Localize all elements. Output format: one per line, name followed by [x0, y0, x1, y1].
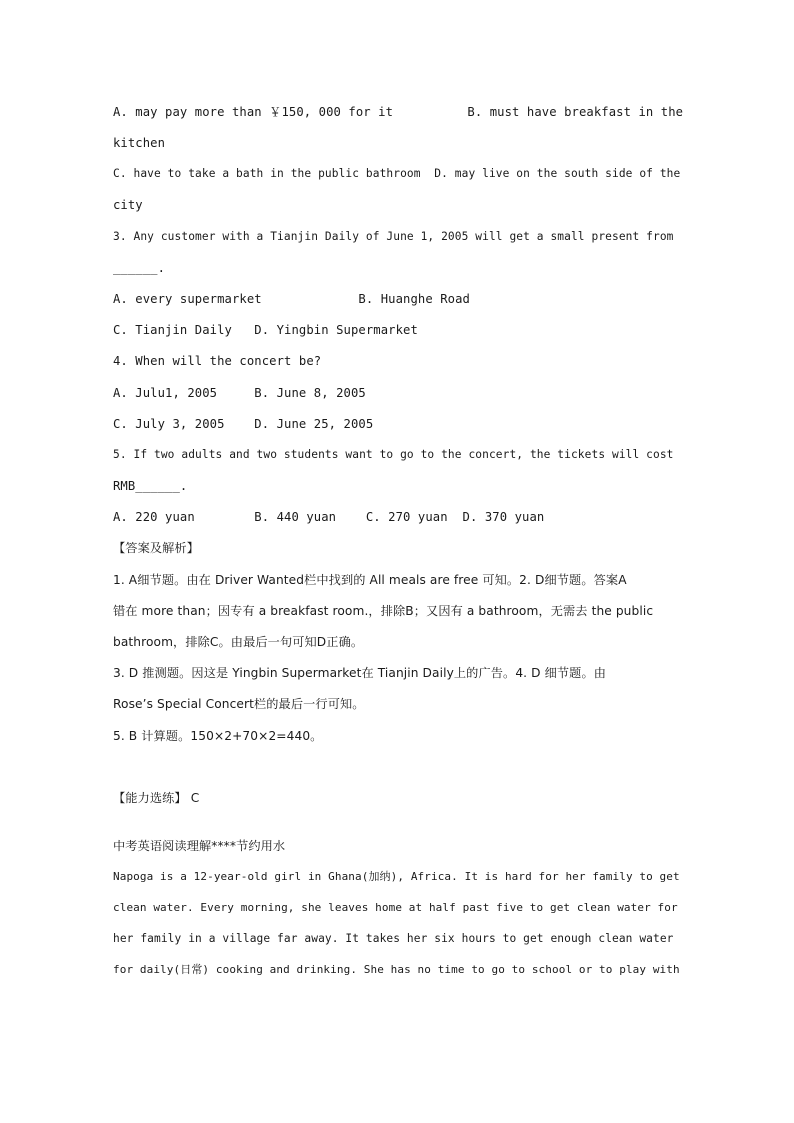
q2-options-cd: C. have to take a bath in the public bathroom D. may live on the south side of the	[113, 167, 681, 180]
q3-stem-blank: ______.	[113, 261, 166, 275]
answer-line-4: 3. D 推测题。因这是 Yingbin Supermarket在 Tianjin Daily上的广告。4. D 细节题。由	[113, 666, 607, 680]
q4-options-cd: C. July 3, 2005 D. June 25, 2005	[113, 417, 374, 431]
q2-options-ab: A. may pay more than ￥150, 000 for it B. must have breakfast in the	[113, 105, 684, 119]
passage-line-4: for daily(日常) cooking and drinking. She has no time to go to school or to play with	[113, 963, 680, 976]
answer-line-5: Rose’s Special Concert栏的最后一行可知。	[113, 697, 365, 711]
q4-stem: 4. When will the concert be?	[113, 354, 322, 368]
answer-line-1: 1. A细节题。由在 Driver Wanted栏中找到的 All meals are free 可知。2. D细节题。答案A	[113, 573, 627, 587]
q3-stem: 3. Any customer with a Tianjin Daily of June 1, 2005 will get a small present from	[113, 230, 674, 243]
q2-options-cd-wrap: city	[113, 198, 143, 212]
q5-options: A. 220 yuan B. 440 yuan C. 270 yuan D. 370 yuan	[113, 510, 545, 524]
answer-line-2: 错在 more than；因专有 a breakfast room.，排除B；又因有 a bathroom，无需去 the public	[113, 604, 654, 618]
passage-title: 中考英语阅读理解****节约用水	[113, 839, 286, 853]
q4-options-ab: A. Julu1, 2005 B. June 8, 2005	[113, 386, 366, 400]
passage-line-3: her family in a village far away. It takes her six hours to get enough clean water	[113, 932, 674, 945]
q3-options-ab: A. every supermarket B. Huanghe Road	[113, 292, 470, 306]
answer-line-6: 5. B 计算题。150×2+70×2=440。	[113, 729, 323, 743]
passage-line-1: Napoga is a 12-year-old girl in Ghana(加纳), Africa. It is hard for her family to get	[113, 870, 680, 883]
q5-stem-blank: RMB______.	[113, 479, 188, 493]
q5-stem: 5. If two adults and two students want to go to the concert, the tickets will cost	[113, 448, 674, 461]
q3-options-cd: C. Tianjin Daily D. Yingbin Supermarket	[113, 323, 418, 337]
q2-options-ab-wrap: kitchen	[113, 136, 166, 150]
practice-heading: 【能力选练】 C	[113, 791, 200, 805]
answers-heading: 【答案及解析】	[113, 541, 200, 555]
passage-line-2: clean water. Every morning, she leaves home at half past five to get clean water for	[113, 901, 678, 914]
answer-line-3: bathroom，排除C。由最后一句可知D正确。	[113, 635, 364, 649]
